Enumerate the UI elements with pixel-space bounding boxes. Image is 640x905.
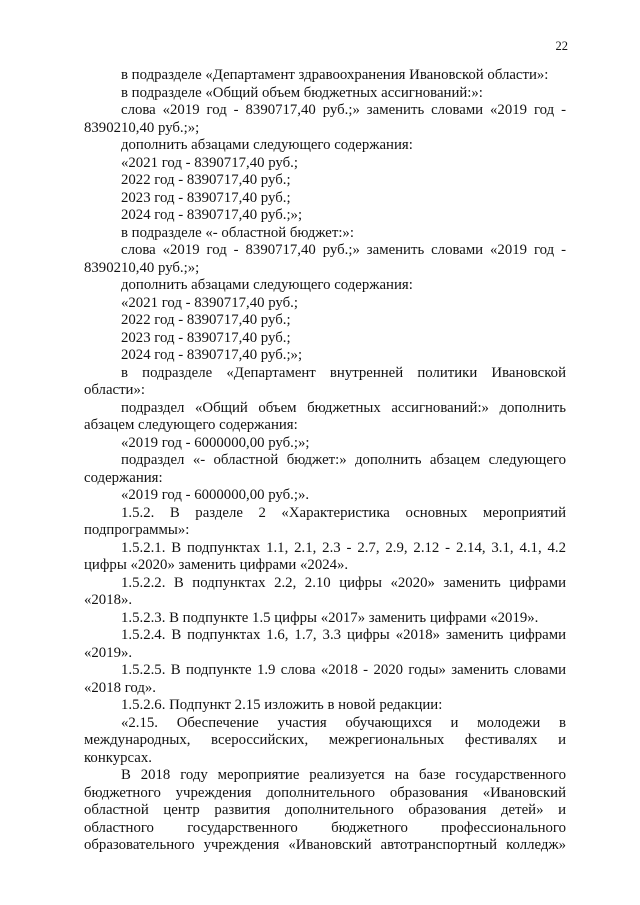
paragraph: 2022 год - 8390717,40 руб.; [121, 172, 291, 188]
paragraph: В 2018 году мероприятие реализуется на базе государственного бюджетного учреждения дополнительного образования «Ивановский областной центр развития дополнительного образования детей» и областного государственного бюджетного профессионального образовательного учреждения «Ивановский автотранспортный колледж» [84, 767, 566, 853]
paragraph: 1.5.2.3. В подпункте 1.5 цифры «2017» заменить цифрами «2019». [121, 609, 539, 626]
paragraph: 1.5.2.2. В подпунктах 2.2, 2.10 цифры «2020» заменить цифрами «2018». [84, 574, 566, 608]
paragraph: в подразделе «Департамент здравоохранения Ивановской области»: [121, 67, 549, 83]
paragraph: дополнить абзацами следующего содержания: [121, 137, 413, 153]
paragraph: в подразделе «Общий объем бюджетных ассигнований:»: [121, 84, 483, 101]
paragraph: слова «2019 год - 8390717,40 руб.;» заменить словами «2019 год - 8390210,40 руб.;»; [84, 242, 566, 276]
paragraph: слова «2019 год - 8390717,40 руб.;» заменить словами «2019 год - 8390210,40 руб.;»; [84, 102, 566, 136]
paragraph: 2024 год - 8390717,40 руб.;»; [121, 347, 303, 363]
paragraph: 2023 год - 8390717,40 руб.; [121, 329, 291, 346]
paragraph: «2019 год - 6000000,00 руб.;». [121, 487, 310, 503]
paragraph: 1.5.2. В разделе 2 «Характеристика основных мероприятий подпрограммы»: [84, 504, 566, 538]
paragraph: 1.5.2.4. В подпунктах 1.6, 1.7, 3.3 цифры «2018» заменить цифрами «2019». [84, 627, 566, 661]
paragraph: «2019 год - 6000000,00 руб.;»; [121, 434, 310, 451]
paragraph: 2023 год - 8390717,40 руб.; [121, 189, 291, 206]
paragraph: 2022 год - 8390717,40 руб.; [121, 312, 291, 328]
page-number: 22 [555, 39, 568, 53]
paragraph: 1.5.2.6. Подпункт 2.15 изложить в новой редакции: [121, 697, 443, 713]
paragraph: дополнить абзацами следующего содержания: [121, 277, 413, 293]
paragraph: подраздел «- областной бюджет:» дополнить абзацем следующего содержания: [84, 452, 566, 486]
paragraph: 2024 год - 8390717,40 руб.;»; [121, 207, 303, 223]
paragraph: «2021 год - 8390717,40 руб.; [121, 154, 298, 171]
paragraph: в подразделе «- областной бюджет:»: [121, 224, 354, 241]
paragraph: «2.15. Обеспечение участия обучающихся и молодежи в международных, всероссийских, межрегиональных фестивалях и конкурсах. [84, 714, 566, 766]
paragraph: 1.5.2.1. В подпунктах 1.1, 2.1, 2.3 - 2.7, 2.9, 2.12 - 2.14, 3.1, 4.1, 4.2 цифры «2020» заменить цифрами «2024». [84, 539, 566, 573]
paragraph: в подразделе «Департамент внутренней политики Ивановской области»: [84, 364, 566, 398]
paragraph: 1.5.2.5. В подпункте 1.9 слова «2018 - 2020 годы» заменить словами «2018 год». [84, 662, 566, 696]
document-body [84, 67, 566, 855]
paragraph: подраздел «Общий объем бюджетных ассигнований:» дополнить абзацем следующего содержания: [84, 399, 566, 433]
paragraph: «2021 год - 8390717,40 руб.; [121, 294, 298, 311]
